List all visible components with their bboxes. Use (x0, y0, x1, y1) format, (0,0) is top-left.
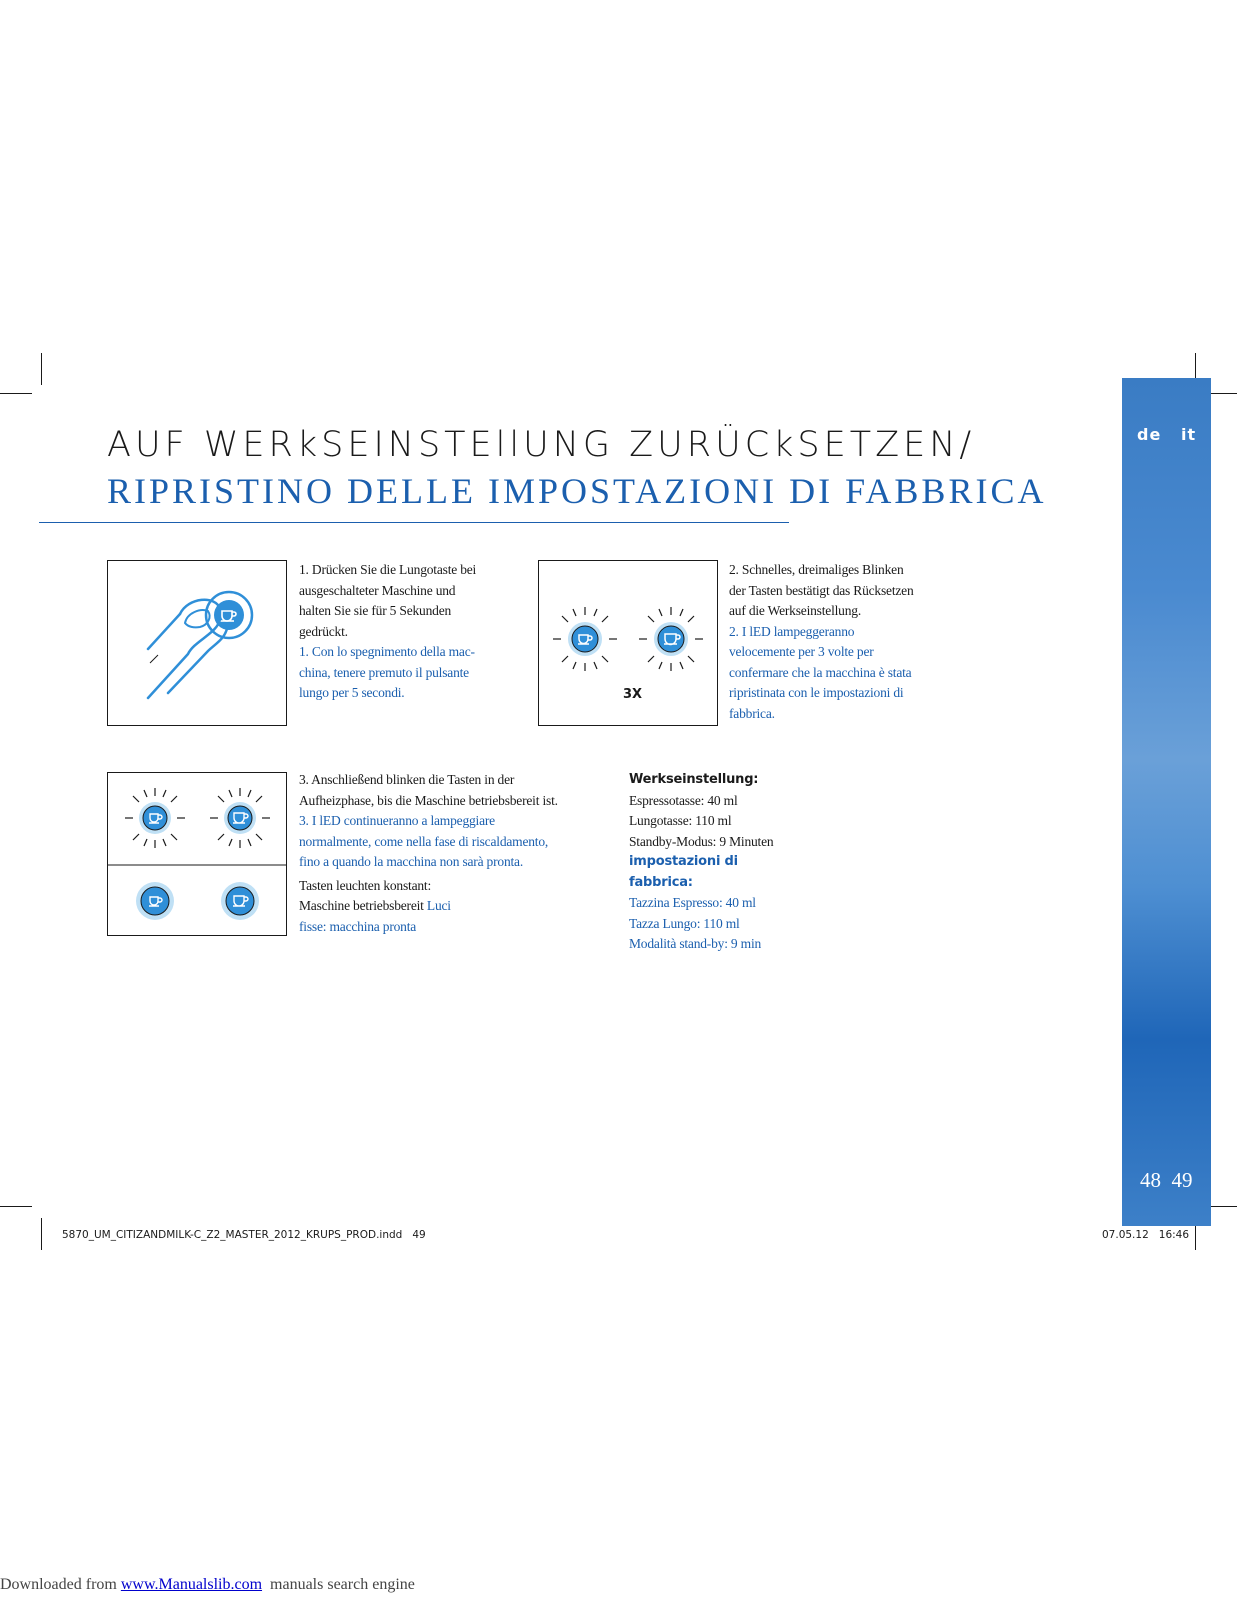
step1-german: 1. Drücken Sie die Lungotaste bei ausgeschalteter Maschine und halten Sie sie für 5 Sekunden gedrückt. (299, 562, 477, 639)
crop-mark (41, 353, 42, 385)
step3-ready-line (299, 876, 477, 938)
step2-italian: 2. I lED lampeggeranno velocemente per 3 volte per confermare che la macchina è stata ripristinata con le impostazioni di fabbrica. (729, 623, 912, 721)
three-times-badge: 3X (623, 687, 643, 702)
factory-line: Standby-Modus: 9 Minuten (629, 833, 774, 849)
factory-line: Espressotasse: 40 ml (629, 792, 738, 808)
step2-text (729, 560, 915, 724)
page-title-german: AUF WERkSEINSTEllUNG ZURÜCkSETZEN/ (107, 425, 976, 465)
factory-text-italian: Tazzina Espresso: 40 ml Tazza Lungo: 110 ml Modalità stand-by: 9 min (629, 895, 762, 951)
step3-illustration (107, 772, 287, 936)
title-rule (39, 522, 789, 523)
step2-german: 2. Schnelles, dreimaliges Blinken der Tasten bestätigt das Rücksetzen auf die Werkseinstellung. (729, 562, 914, 618)
page-numbers: 48 49 (1140, 1168, 1193, 1192)
step1-illustration (107, 560, 287, 726)
footer-date: 07.05.12 16:46 (1102, 1229, 1190, 1241)
download-notice (0, 1576, 415, 1594)
step1-italian: 1. Con lo spegnimento della mac-china, tenere premuto il pulsante lungo per 5 secondi. (299, 644, 475, 700)
language-sidebar (1122, 378, 1211, 1226)
step3-german: 3. Anschließend blinken die Tasten in der Aufheizphase, bis die Maschine betriebsbereit ist. (299, 772, 558, 808)
manualslib-link[interactable]: www.Manualslib.com (120, 1576, 263, 1593)
blinking-buttons-icon (539, 561, 717, 725)
factory-heading-german: Werkseinstellung: (629, 772, 759, 787)
download-suffix: manuals search engine (262, 1576, 415, 1593)
step3-italian-ready: Luci fisse: macchina pronta (299, 898, 451, 934)
language-labels: de it (1137, 425, 1197, 444)
factory-settings (629, 770, 789, 955)
crop-mark (0, 393, 32, 394)
step3-italian: 3. I lED continueranno a lampeggiare normalmente, come nella fase di riscaldamento, fino a quando la macchina non sarà pronta. (299, 813, 549, 869)
factory-line: Lungotasse: 110 ml (629, 813, 732, 828)
crop-mark (41, 1218, 42, 1250)
page-title-italian: RIPRISTINO DELLE IMPOSTAZIONI DI FABBRICA (107, 471, 1047, 511)
heating-buttons-icon (108, 773, 286, 935)
crop-mark (0, 1206, 32, 1207)
step1-text (299, 560, 481, 704)
factory-heading-italian: impostazioni di fabbrica: (629, 854, 738, 890)
finger-press-icon (108, 561, 286, 725)
footer-file: 5870_UM_CITIZANDMILK-C_Z2_MASTER_2012_KRUPS_PROD.indd 49 (62, 1229, 426, 1241)
download-prefix: Downloaded from (0, 1576, 121, 1593)
step2-illustration (538, 560, 718, 726)
step3-text (299, 770, 577, 937)
step3-german-ready: Tasten leuchten konstant: Maschine betriebsbereit (299, 877, 432, 913)
